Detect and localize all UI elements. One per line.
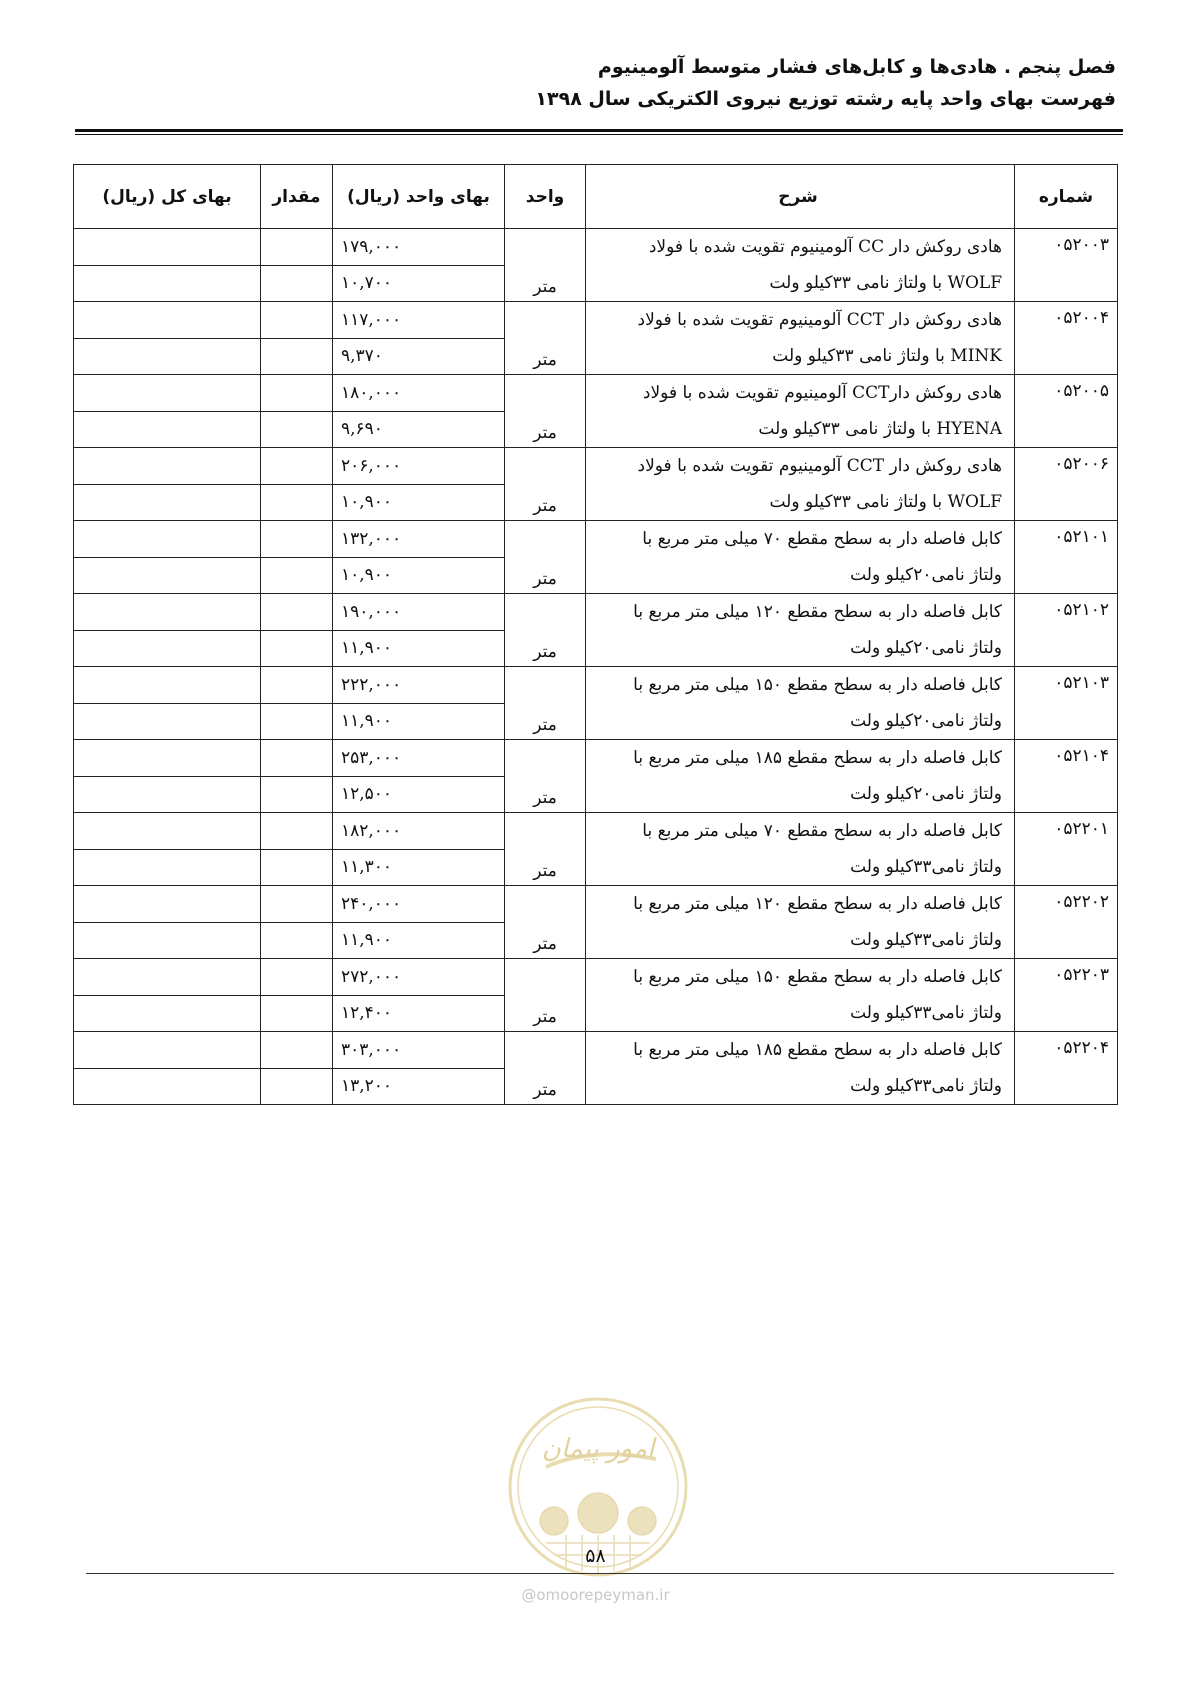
description-line-1: کابل فاصله دار به سطح مقطع ۱۸۵ میلی متر مربع با: [633, 748, 1002, 768]
item-description: [586, 521, 1015, 594]
total-cell: [74, 703, 261, 740]
total-cell: [74, 302, 261, 339]
quantity-cell: [261, 922, 333, 959]
total-cell: [74, 338, 261, 375]
item-description: [586, 229, 1015, 302]
header-description: شرح: [586, 165, 1015, 229]
description-line-1: کابل فاصله دار به سطح مقطع ۱۲۰ میلی متر مربع با: [633, 894, 1002, 914]
header-rule-thick: [75, 129, 1123, 132]
quantity-cell: [261, 995, 333, 1032]
total-cell: [74, 1032, 261, 1069]
unit-price-supply: ۱۷۹,۰۰۰: [333, 229, 505, 266]
total-cell: [74, 922, 261, 959]
item-number: ۰۵۲۰۰۵: [1015, 375, 1118, 448]
item-number: ۰۵۲۰۰۶: [1015, 448, 1118, 521]
item-number: ۰۵۲۱۰۲: [1015, 594, 1118, 667]
page-header: [535, 56, 1116, 110]
total-cell: [74, 740, 261, 777]
header-total: بهای کل (ریال): [74, 165, 261, 229]
unit-price-install: ۱۰,۷۰۰: [333, 265, 505, 302]
item-description: [586, 375, 1015, 448]
price-table: [73, 164, 1118, 1105]
unit-price-install: ۱۲,۵۰۰: [333, 776, 505, 813]
item-unit: متر: [505, 302, 586, 375]
unit-price-install: ۱۳,۲۰۰: [333, 1068, 505, 1105]
item-description: [586, 302, 1015, 375]
total-cell: [74, 1068, 261, 1105]
total-cell: [74, 448, 261, 485]
item-unit: متر: [505, 521, 586, 594]
item-description: [586, 1032, 1015, 1105]
item-description: [586, 448, 1015, 521]
total-cell: [74, 484, 261, 521]
page-number: ۵۸: [585, 1545, 606, 1567]
description-line-2: ولتاژ نامی۲۰کیلو ولت: [850, 565, 1002, 585]
quantity-cell: [261, 265, 333, 302]
unit-price-install: ۹,۳۷۰: [333, 338, 505, 375]
description-line-2: MINK با ولتاژ نامی ۳۳کیلو ولت: [772, 346, 1002, 366]
table-header-row: [74, 165, 1118, 229]
description-line-2: ولتاژ نامی۲۰کیلو ولت: [850, 711, 1002, 731]
description-line-2: ولتاژ نامی۳۳کیلو ولت: [850, 1076, 1002, 1096]
quantity-cell: [261, 448, 333, 485]
quantity-cell: [261, 484, 333, 521]
table-row: [74, 1032, 1118, 1069]
total-cell: [74, 849, 261, 886]
unit-price-supply: ۱۹۰,۰۰۰: [333, 594, 505, 631]
item-number: ۰۵۲۱۰۳: [1015, 667, 1118, 740]
item-description: [586, 740, 1015, 813]
quantity-cell: [261, 630, 333, 667]
seal-logo-text: امور پیمان: [541, 1434, 655, 1464]
total-cell: [74, 594, 261, 631]
total-cell: [74, 557, 261, 594]
total-cell: [74, 411, 261, 448]
quantity-cell: [261, 375, 333, 412]
description-line-2: ولتاژ نامی۳۳کیلو ولت: [850, 857, 1002, 877]
unit-price-supply: ۲۴۰,۰۰۰: [333, 886, 505, 923]
header-rule-thin: [75, 134, 1123, 135]
description-line-2: WOLF با ولتاژ نامی ۳۳کیلو ولت: [769, 273, 1002, 293]
unit-price-install: ۱۱,۹۰۰: [333, 922, 505, 959]
table-body: [74, 229, 1118, 1105]
description-line-1: هادی روکش دار CC آلومینیوم تقویت شده با فولاد: [648, 237, 1002, 257]
footer-rule: [86, 1573, 1114, 1574]
website-watermark: @omoorepeyman.ir: [521, 1586, 670, 1604]
quantity-cell: [261, 886, 333, 923]
unit-price-supply: ۲۲۲,۰۰۰: [333, 667, 505, 704]
description-line-2: HYENA با ولتاژ نامی ۳۳کیلو ولت: [758, 419, 1002, 439]
table-row: [74, 448, 1118, 485]
description-line-1: کابل فاصله دار به سطح مقطع ۱۵۰ میلی متر مربع با: [633, 675, 1002, 695]
item-unit: متر: [505, 886, 586, 959]
item-unit: متر: [505, 448, 586, 521]
description-line-1: هادی روکش دارCCT آلومینیوم تقویت شده با فولاد: [642, 383, 1002, 403]
description-line-2: ولتاژ نامی۳۳کیلو ولت: [850, 1003, 1002, 1023]
item-unit: متر: [505, 594, 586, 667]
description-line-2: WOLF با ولتاژ نامی ۳۳کیلو ولت: [769, 492, 1002, 512]
table-row: [74, 229, 1118, 266]
total-cell: [74, 667, 261, 704]
header-unit: واحد: [505, 165, 586, 229]
description-line-1: کابل فاصله دار به سطح مقطع ۷۰ میلی متر مربع با: [642, 821, 1002, 841]
description-line-1: هادی روکش دار CCT آلومینیوم تقویت شده با فولاد: [637, 310, 1002, 330]
description-line-1: کابل فاصله دار به سطح مقطع ۷۰ میلی متر مربع با: [642, 529, 1002, 549]
total-cell: [74, 995, 261, 1032]
unit-price-supply: ۱۳۲,۰۰۰: [333, 521, 505, 558]
total-cell: [74, 375, 261, 412]
table-row: [74, 594, 1118, 631]
unit-price-supply: ۲۰۶,۰۰۰: [333, 448, 505, 485]
quantity-cell: [261, 849, 333, 886]
unit-price-supply: ۱۱۷,۰۰۰: [333, 302, 505, 339]
quantity-cell: [261, 594, 333, 631]
description-line-1: کابل فاصله دار به سطح مقطع ۱۵۰ میلی متر مربع با: [633, 967, 1002, 987]
quantity-cell: [261, 411, 333, 448]
total-cell: [74, 886, 261, 923]
table-row: [74, 375, 1118, 412]
item-unit: متر: [505, 375, 586, 448]
quantity-cell: [261, 302, 333, 339]
header-number: شماره: [1015, 165, 1118, 229]
table-row: [74, 740, 1118, 777]
description-line-2: ولتاژ نامی۳۳کیلو ولت: [850, 930, 1002, 950]
quantity-cell: [261, 703, 333, 740]
total-cell: [74, 265, 261, 302]
total-cell: [74, 630, 261, 667]
item-number: ۰۵۲۱۰۴: [1015, 740, 1118, 813]
unit-price-supply: ۱۸۲,۰۰۰: [333, 813, 505, 850]
item-unit: متر: [505, 667, 586, 740]
quantity-cell: [261, 1032, 333, 1069]
quantity-cell: [261, 959, 333, 996]
table-row: [74, 813, 1118, 850]
total-cell: [74, 229, 261, 266]
unit-price-supply: ۳۰۳,۰۰۰: [333, 1032, 505, 1069]
chapter-title: فصل پنجم . هادی‌ها و کابل‌های فشار متوسط آلومینیوم: [597, 56, 1116, 78]
quantity-cell: [261, 1068, 333, 1105]
item-description: [586, 667, 1015, 740]
quantity-cell: [261, 776, 333, 813]
item-number: ۰۵۲۰۰۳: [1015, 229, 1118, 302]
table-row: [74, 667, 1118, 704]
item-unit: متر: [505, 959, 586, 1032]
unit-price-supply: ۱۸۰,۰۰۰: [333, 375, 505, 412]
unit-price-supply: ۲۵۳,۰۰۰: [333, 740, 505, 777]
description-line-2: ولتاژ نامی۲۰کیلو ولت: [850, 638, 1002, 658]
item-number: ۰۵۲۱۰۱: [1015, 521, 1118, 594]
unit-price-install: ۱۱,۹۰۰: [333, 703, 505, 740]
table-row: [74, 959, 1118, 996]
item-number: ۰۵۲۲۰۱: [1015, 813, 1118, 886]
total-cell: [74, 776, 261, 813]
item-description: [586, 959, 1015, 1032]
unit-price-supply: ۲۷۲,۰۰۰: [333, 959, 505, 996]
header-quantity: مقدار: [261, 165, 333, 229]
table-row: [74, 521, 1118, 558]
item-number: ۰۵۲۲۰۲: [1015, 886, 1118, 959]
item-number: ۰۵۲۲۰۳: [1015, 959, 1118, 1032]
header-unit-price: بهای واحد (ریال): [333, 165, 505, 229]
table-row: [74, 886, 1118, 923]
unit-price-install: ۹,۶۹۰: [333, 411, 505, 448]
item-unit: متر: [505, 813, 586, 886]
unit-price-install: ۱۲,۴۰۰: [333, 995, 505, 1032]
unit-price-install: ۱۱,۹۰۰: [333, 630, 505, 667]
description-line-2: ولتاژ نامی۲۰کیلو ولت: [850, 784, 1002, 804]
total-cell: [74, 959, 261, 996]
total-cell: [74, 521, 261, 558]
item-description: [586, 594, 1015, 667]
description-line-1: هادی روکش دار CCT آلومینیوم تقویت شده با فولاد: [637, 456, 1002, 476]
quantity-cell: [261, 521, 333, 558]
unit-price-install: ۱۱,۳۰۰: [333, 849, 505, 886]
item-unit: متر: [505, 1032, 586, 1105]
unit-price-install: ۱۰,۹۰۰: [333, 484, 505, 521]
item-number: ۰۵۲۰۰۴: [1015, 302, 1118, 375]
quantity-cell: [261, 667, 333, 704]
quantity-cell: [261, 557, 333, 594]
quantity-cell: [261, 229, 333, 266]
quantity-cell: [261, 813, 333, 850]
total-cell: [74, 813, 261, 850]
item-description: [586, 886, 1015, 959]
description-line-1: کابل فاصله دار به سطح مقطع ۱۲۰ میلی متر مربع با: [633, 602, 1002, 622]
quantity-cell: [261, 740, 333, 777]
description-line-1: کابل فاصله دار به سطح مقطع ۱۸۵ میلی متر مربع با: [633, 1040, 1002, 1060]
item-unit: متر: [505, 740, 586, 813]
unit-price-install: ۱۰,۹۰۰: [333, 557, 505, 594]
item-description: [586, 813, 1015, 886]
table-row: [74, 302, 1118, 339]
item-number: ۰۵۲۲۰۴: [1015, 1032, 1118, 1105]
quantity-cell: [261, 338, 333, 375]
item-unit: متر: [505, 229, 586, 302]
document-title: فهرست بهای واحد پایه رشته توزیع نیروی الکتریکی سال ۱۳۹۸: [535, 88, 1116, 110]
